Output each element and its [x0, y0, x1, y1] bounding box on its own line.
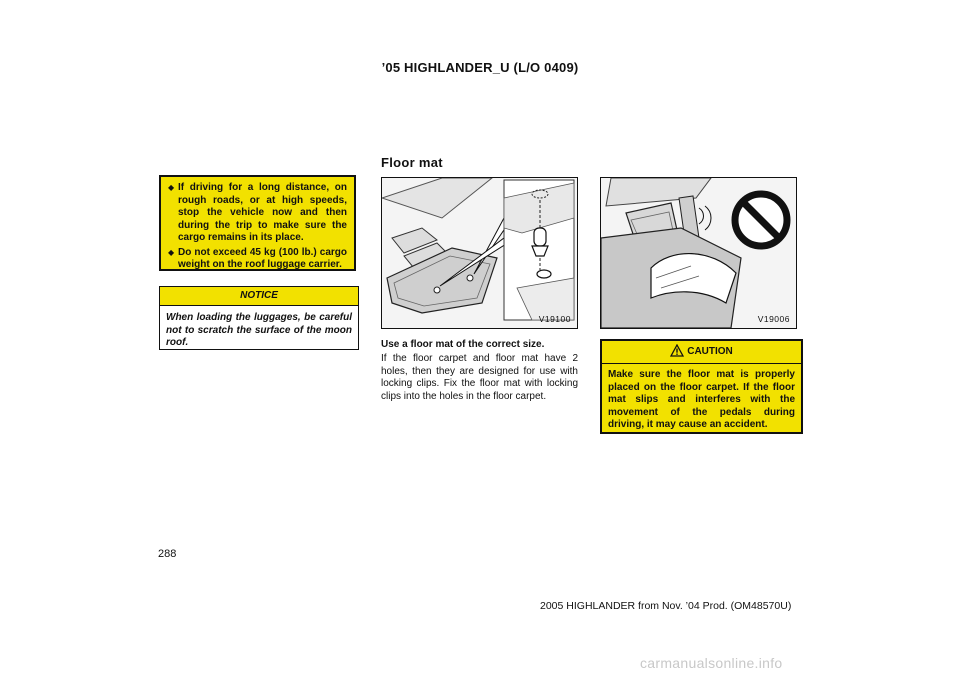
notice-box: [159, 286, 359, 350]
caution-header: [602, 341, 801, 364]
floor-mat-pedal-figure: [600, 177, 797, 329]
prohibited-sign-icon: [735, 194, 787, 246]
floor-mat-clip-illustration: [382, 178, 577, 328]
footer-text: 2005 HIGHLANDER from Nov. ’04 Prod. (OM48570U): [540, 600, 792, 612]
warning-bullet-cargo-weight: ◆ Do not exceed 45 kg (100 lb.) cargo weight on the roof luggage carrier.: [168, 247, 347, 272]
floor-mat-subheading: Use a floor mat of the correct size.: [381, 339, 545, 350]
figure-2-label: V19006: [757, 314, 790, 324]
floor-mat-paragraph: If the floor carpet and floor mat have 2 holes, then they are designed for use with locking clips. Fix the floor mat with locking clips into the holes in the floor carpet.: [381, 353, 578, 402]
cargo-warning-box: [159, 175, 356, 271]
page-header-title: ’05 HIGHLANDER_U (L/O 0409): [381, 60, 579, 75]
figure-1-label: V19100: [538, 314, 571, 324]
page-number: 288: [158, 548, 177, 560]
pedal-interference-illustration: [601, 178, 796, 328]
caution-box: [600, 339, 803, 434]
floor-mat-clip-figure: [381, 177, 578, 329]
notice-text: When loading the luggages, be careful not to scratch the surface of the moon roof.: [166, 312, 352, 348]
warning-bullet-long-distance: ◆ If driving for a long distance, on rough roads, or at high speeds, stop the vehicle now and then during the trip to make sure the cargo remains in its place.: [168, 182, 347, 245]
watermark-text: carmanualsonline.info: [640, 655, 783, 671]
warning-triangle-icon: [670, 344, 684, 357]
notice-heading: NOTICE: [160, 287, 358, 306]
section-title: Floor mat: [381, 155, 443, 170]
caution-heading: CAUTION: [687, 346, 733, 357]
caution-text: Make sure the floor mat is properly placed on the floor carpet. If the floor mat slips and interferes with the movement of the pedals during driving, it may cause an accident.: [608, 369, 795, 430]
